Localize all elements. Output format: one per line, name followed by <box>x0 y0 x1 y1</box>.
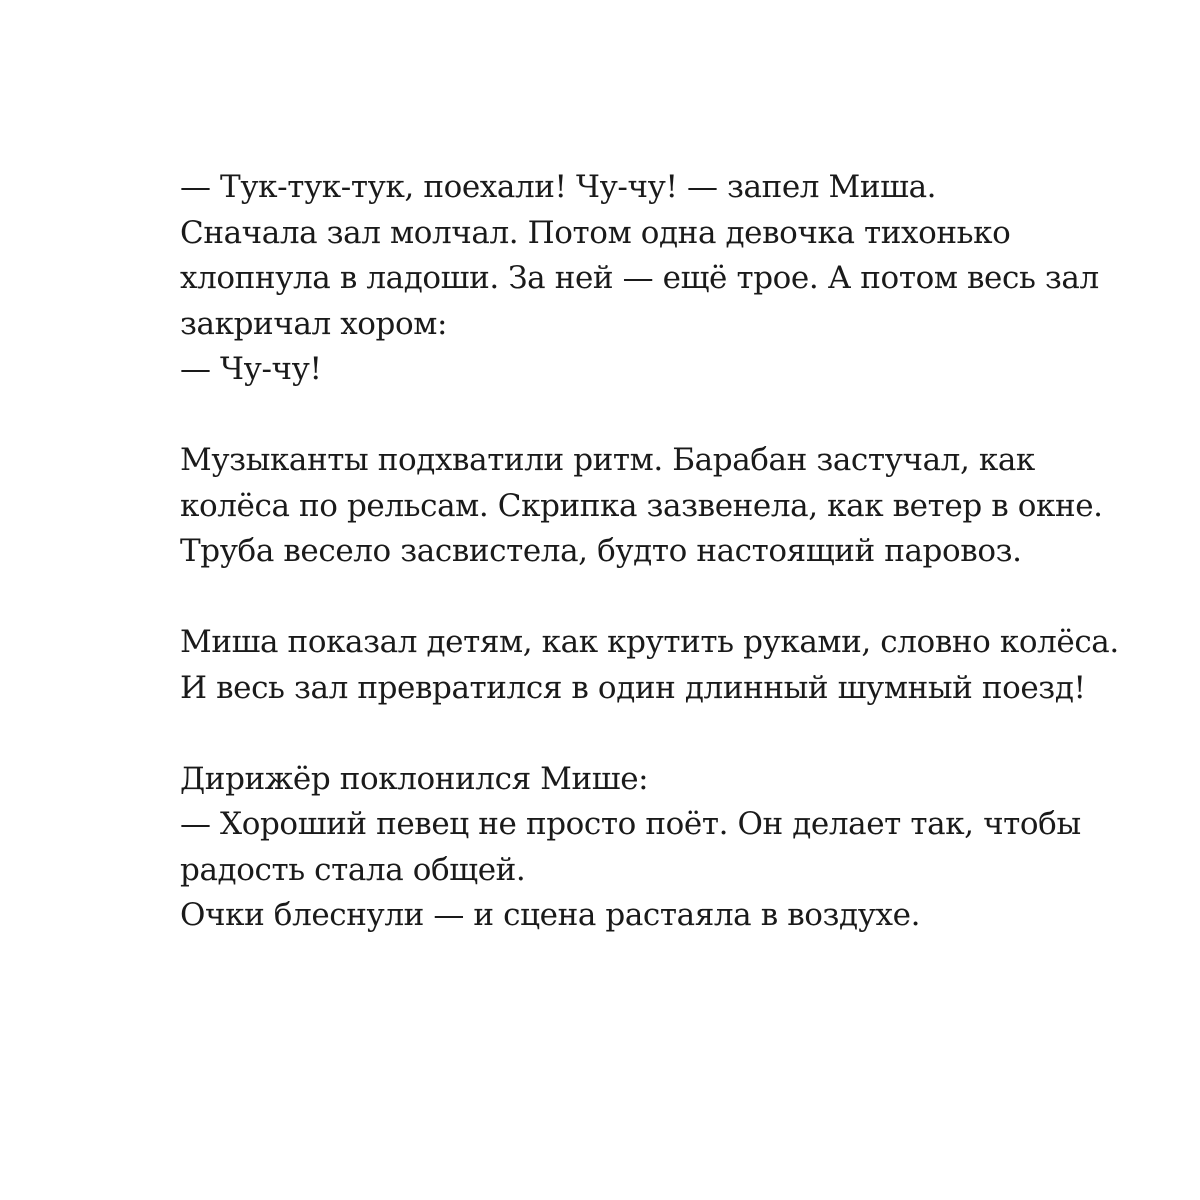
text-line: хлопнула в ладоши. За ней — ещё трое. А потом весь зал <box>180 260 1099 296</box>
text-line: И весь зал превратился в один длинный шумный поезд! <box>180 669 1086 706</box>
text-line: — Тук-тук-тук, поехали! Чу-чу! — запел Миша. <box>180 169 937 205</box>
text-line: Музыканты подхватили ритм. Барабан застучал, как <box>180 442 1035 478</box>
text-line: Очки блеснули — и сцена растаяла в воздухе. <box>180 897 921 933</box>
text-line: радость стала общей. <box>180 851 526 888</box>
text-line: Труба весело засвистела, будто настоящий паровоз. <box>180 533 1022 569</box>
text-line: Дирижёр поклонился Мише: <box>180 760 649 797</box>
text-line: колёса по рельсам. Скрипка зазвенела, как ветер в окне. <box>180 487 1103 524</box>
text-line: Миша показал детям, как крутить руками, словно колёса. <box>180 624 1119 660</box>
text-line: — Хороший певец не просто поёт. Он делает так, чтобы <box>180 806 1081 842</box>
text-line: Сначала зал молчал. Потом одна девочка тихонько <box>180 214 1011 251</box>
story-text <box>180 165 1140 939</box>
paragraph-3 <box>180 620 1140 711</box>
paragraph-4 <box>180 757 1140 939</box>
text-line: закричал хором: <box>180 305 448 342</box>
paragraph-1 <box>180 165 1140 393</box>
paragraph-2 <box>180 438 1140 575</box>
text-line: — Чу-чу! <box>180 351 322 387</box>
